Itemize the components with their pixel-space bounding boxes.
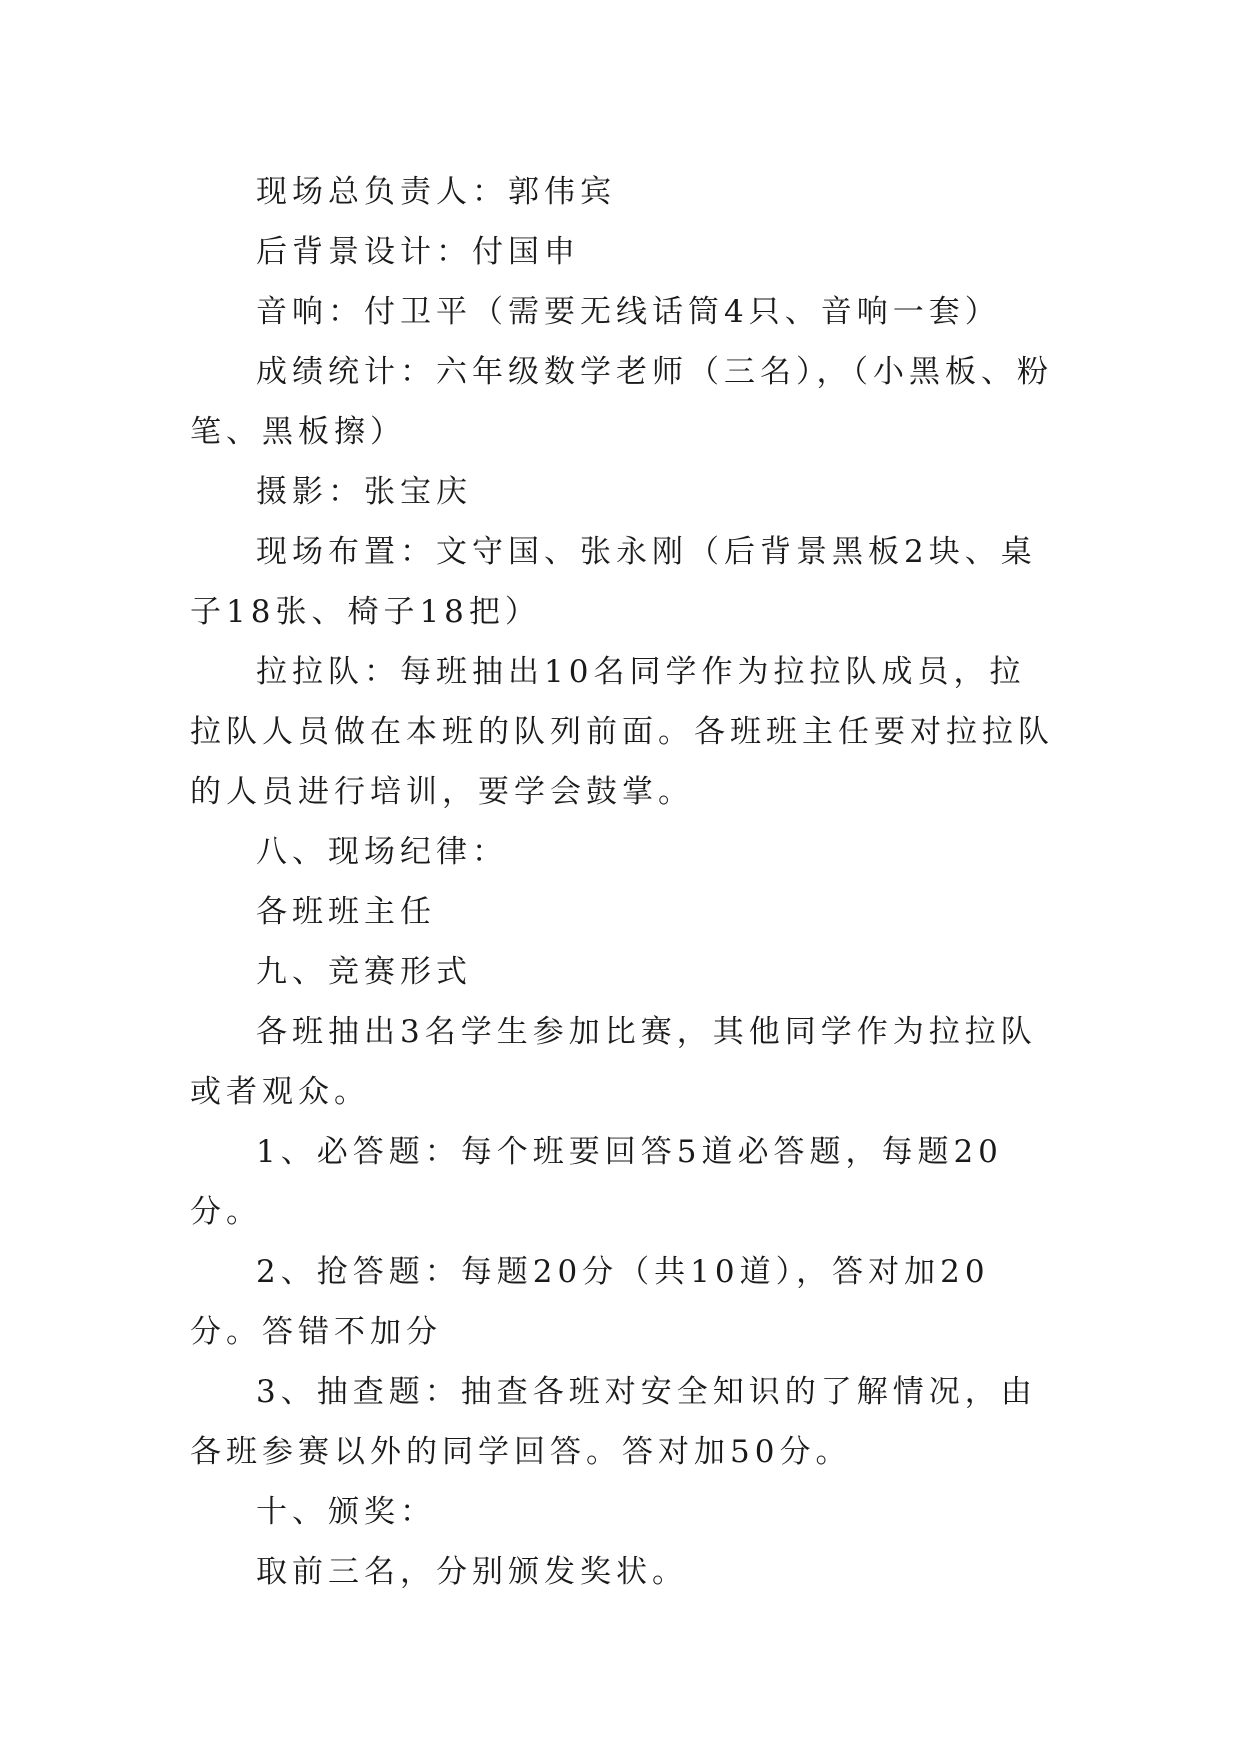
section-heading-discipline: 八、现场纪律： <box>256 834 508 870</box>
paragraph-buzzer-questions: 2、抢答题：每题20分（共10道），答对加20分。答错不加分 <box>190 1254 990 1350</box>
paragraph-backdrop-design: 后背景设计：付国申 <box>256 234 580 270</box>
section-heading-awards: 十、颁奖： <box>256 1494 436 1530</box>
paragraph-score-statistics: 成绩统计：六年级数学老师（三名），（小黑板、粉笔、黑板擦） <box>190 354 1053 450</box>
paragraph-spot-check-questions: 3、抽查题：抽查各班对安全知识的了解情况，由各班参赛以外的同学回答。答对加50分。 <box>190 1374 1037 1470</box>
paragraph-cheer-squad: 拉拉队：每班抽出10名同学作为拉拉队成员，拉拉队人员做在本班的队列前面。各班班主任要对拉拉队的人员进行培训，要学会鼓掌。 <box>190 654 1054 810</box>
paragraph-site-manager: 现场总负责人：郭伟宾 <box>256 174 616 210</box>
paragraph-sound: 音响：付卫平（需要无线话筒4只、音响一套） <box>256 294 1001 330</box>
section-heading-format: 九、竞赛形式 <box>256 954 472 990</box>
paragraph-class-teachers: 各班班主任 <box>256 894 436 930</box>
paragraph-required-questions: 1、必答题：每个班要回答5道必答题，每题20分。 <box>190 1134 1003 1230</box>
paragraph-participants: 各班抽出3名学生参加比赛，其他同学作为拉拉队或者观众。 <box>190 1014 1037 1110</box>
paragraph-photography: 摄影：张宝庆 <box>256 474 472 510</box>
document-body <box>190 162 1060 1602</box>
paragraph-venue-setup: 现场布置：文守国、张永刚（后背景黑板2块、桌子18张、椅子18把） <box>190 534 1037 630</box>
paragraph-awards: 取前三名，分别颁发奖状。 <box>256 1554 688 1590</box>
